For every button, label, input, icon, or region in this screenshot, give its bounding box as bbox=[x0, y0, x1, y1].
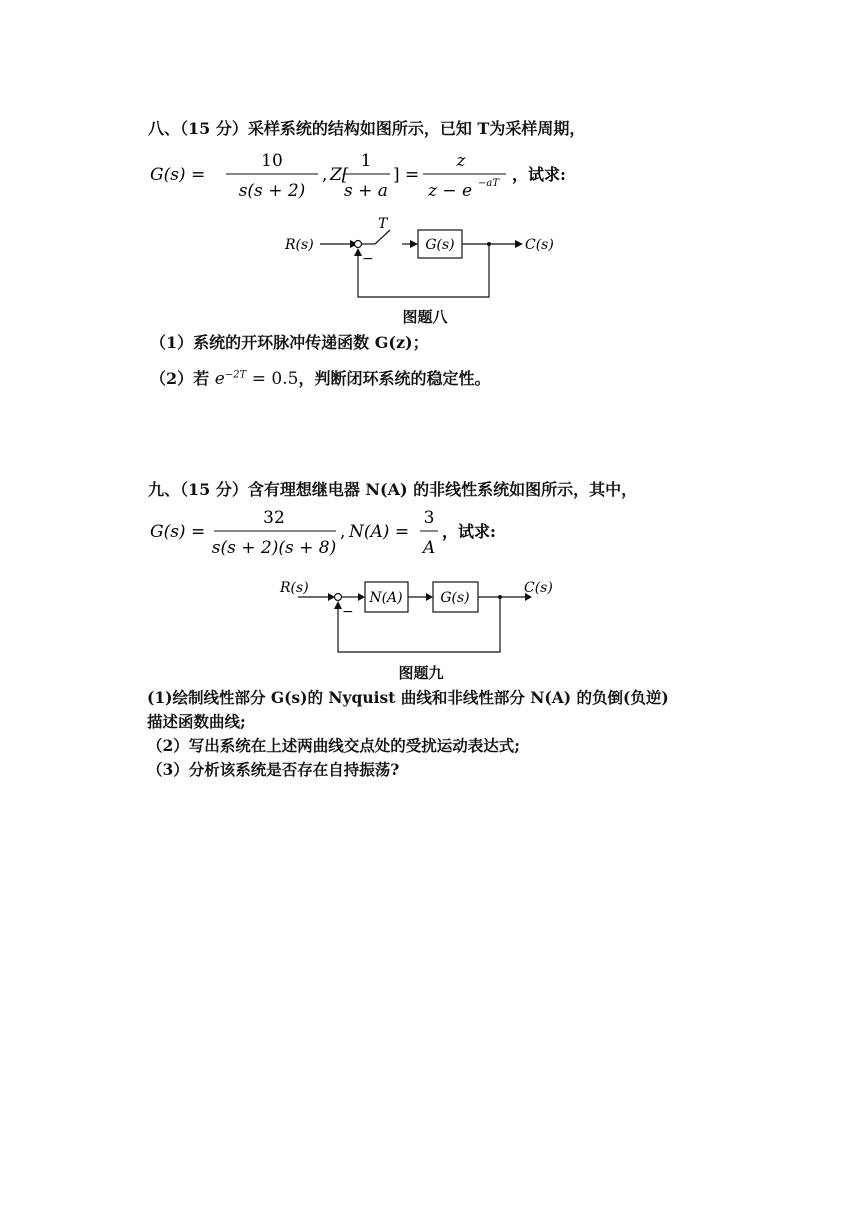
q9-sub1-line1: (1)绘制线性部分 G(s)的 Nyquist 曲线和非线性部分 N(A) 的负倒(负逆) bbox=[147, 688, 669, 707]
q8-z-eq: ] = bbox=[393, 165, 420, 185]
q9-g-lhs: G(s) = bbox=[150, 522, 206, 542]
q9-formula bbox=[148, 505, 708, 563]
q8-tail: ，试求: bbox=[512, 165, 566, 184]
q8-sub1: （1）系统的开环脉冲传递函数 G(z)； bbox=[150, 333, 429, 352]
q9-block-diagram bbox=[278, 572, 578, 662]
q9-g-arrowhead bbox=[426, 593, 433, 601]
q8-header: 八、（15 分）采样系统的结构如图所示，已知 T为采样周期， bbox=[148, 119, 586, 138]
q8-input-label: R(s) bbox=[285, 237, 314, 253]
q8-block-diagram bbox=[280, 212, 570, 304]
q9-g-block-label: G(s) bbox=[440, 590, 470, 606]
q8-sub2-math-exp: −2T bbox=[224, 369, 247, 381]
q8-sub2 bbox=[150, 366, 490, 390]
q9-n-arrowhead bbox=[358, 593, 365, 601]
q8-sampler-label: T bbox=[378, 216, 388, 232]
q8-feedback-arrowhead bbox=[354, 248, 362, 256]
q8-sub2-math-rest: = 0.5 bbox=[251, 369, 299, 389]
q8-formula bbox=[148, 148, 708, 206]
q9-n-num: 3 bbox=[423, 508, 435, 528]
q8-z-rhs-den: z − e bbox=[428, 181, 473, 201]
q9-sep: , bbox=[340, 522, 346, 542]
q8-g-block-label: G(s) bbox=[425, 237, 455, 253]
q8-z-den: s + a bbox=[344, 181, 388, 201]
q8-z-rhs-exp: −aT bbox=[478, 178, 500, 189]
q9-sub2: （2）写出系统在上述两曲线交点处的受扰运动表达式; bbox=[147, 736, 521, 755]
q8-z-lhs: Z[ bbox=[330, 165, 349, 185]
q9-feedback-arrowhead bbox=[334, 601, 342, 609]
q8-g-num: 10 bbox=[261, 151, 283, 171]
q9-output-label: C(s) bbox=[524, 580, 553, 596]
q8-sep: , bbox=[322, 165, 328, 185]
q9-n-den: A bbox=[422, 538, 436, 558]
q8-summing-junction bbox=[355, 241, 362, 248]
q9-g-den: s(s + 2)(s + 8) bbox=[211, 538, 337, 558]
q9-minus-sign: − bbox=[342, 604, 354, 620]
q8-output-arrowhead bbox=[515, 240, 523, 248]
q8-output-label: C(s) bbox=[525, 237, 554, 253]
q9-input-label: R(s) bbox=[280, 580, 309, 596]
q9-tail: ，试求: bbox=[442, 522, 496, 541]
q9-sub3: （3）分析该系统是否存在自持振荡? bbox=[147, 760, 400, 779]
q8-minus-sign: − bbox=[362, 251, 374, 267]
q8-sub2-math-base: e bbox=[214, 369, 225, 389]
q8-g-den: s(s + 2) bbox=[238, 181, 306, 201]
q8-caption: 图题八 bbox=[402, 308, 448, 326]
q9-header: 九、（15 分）含有理想继电器 N(A) 的非线性系统如图所示，其中， bbox=[148, 480, 638, 499]
q8-sampler-switch bbox=[375, 230, 390, 244]
q9-n-lhs: N(A) = bbox=[349, 522, 410, 542]
q8-g-lhs: G(s) = bbox=[150, 165, 206, 185]
q9-sub1-line2: 描述函数曲线; bbox=[147, 712, 246, 731]
q9-caption: 图题九 bbox=[398, 664, 444, 682]
q8-z-rhs-num: z bbox=[456, 151, 466, 171]
q8-z-num: 1 bbox=[360, 151, 372, 171]
q8-block-arrowhead bbox=[410, 240, 418, 248]
q8-sub2-suffix: ，判断闭环系统的稳定性。 bbox=[298, 369, 491, 388]
q9-summing-junction bbox=[335, 594, 342, 601]
q8-sub2-prefix: （2）若 bbox=[150, 369, 210, 388]
q9-g-num: 32 bbox=[263, 508, 285, 528]
q9-n-block-label: N(A) bbox=[369, 590, 403, 606]
